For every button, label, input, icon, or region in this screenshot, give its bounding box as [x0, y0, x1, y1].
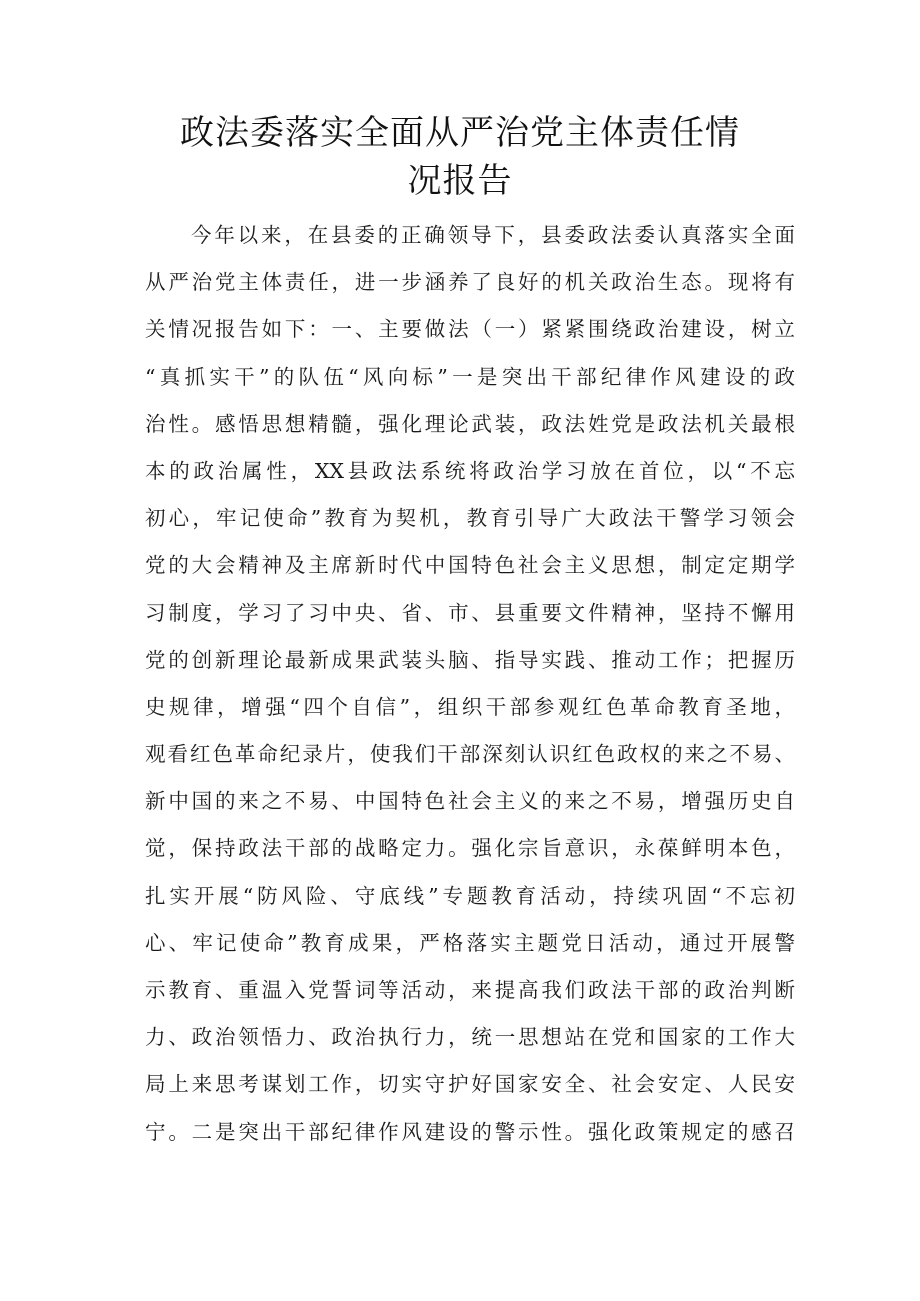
body-line: 本的政治属性，XX县政法系统将政治学习放在首位，以“不忘 — [145, 458, 795, 483]
body-line: 力、政治领悟力、政治执行力，统一思想站在党和国家的工作大 — [145, 1025, 795, 1050]
body-line: 宁。二是突出干部纪律作风建设的警示性。强化政策规定的感召 — [145, 1119, 795, 1144]
body-line: 从严治党主体责任，进一步涵养了良好的机关政治生态。现将有 — [145, 270, 795, 295]
body-line: 今年以来，在县委的正确领导下，县委政法委认真落实全面 — [191, 223, 795, 247]
body-line: 觉，保持政法干部的战略定力。强化宗旨意识，永葆鲜明本色， — [145, 836, 795, 861]
body-line: 党的创新理论最新成果武装头脑、指导实践、推动工作；把握历 — [145, 647, 795, 672]
body-line: 观看红色革命纪录片，使我们干部深刻认识红色政权的来之不易、 — [145, 742, 795, 767]
body-line: 初心，牢记使命”教育为契机，教育引导广大政法干警学习领会 — [145, 506, 795, 531]
document-title-line-2: 况报告 — [407, 161, 513, 201]
document-body — [145, 212, 795, 1156]
body-line: 关情况报告如下：一、主要做法（一）紧紧围绕政治建设，树立 — [145, 317, 795, 342]
body-line: 示教育、重温入党誓词等活动，来提高我们政法干部的政治判断 — [145, 978, 795, 1002]
document-title-line-1: 政法委落实全面从严治党主体责任情 — [180, 113, 740, 153]
body-line: 习制度，学习了习中央、省、市、县重要文件精神，坚持不懈用 — [145, 600, 795, 625]
body-line: 心、牢记使命”教育成果，严格落实主题党日活动，通过开展警 — [145, 930, 795, 955]
body-line: 新中国的来之不易、中国特色社会主义的来之不易，增强历史自 — [145, 789, 795, 814]
body-line: “真抓实干”的队伍“风向标”一是突出干部纪律作风建设的政 — [145, 364, 795, 389]
body-line: 治性。感悟思想精髓，强化理论武装，政法姓党是政法机关最根 — [145, 411, 795, 436]
body-line: 党的大会精神及主席新时代中国特色社会主义思想，制定定期学 — [145, 553, 795, 578]
body-line: 史规律，增强“四个自信”，组织干部参观红色革命教育圣地， — [145, 694, 795, 719]
body-line: 扎实开展“防风险、守底线”专题教育活动，持续巩固“不忘初 — [145, 883, 795, 908]
body-line: 局上来思考谋划工作，切实守护好国家安全、社会安定、人民安 — [145, 1072, 795, 1097]
